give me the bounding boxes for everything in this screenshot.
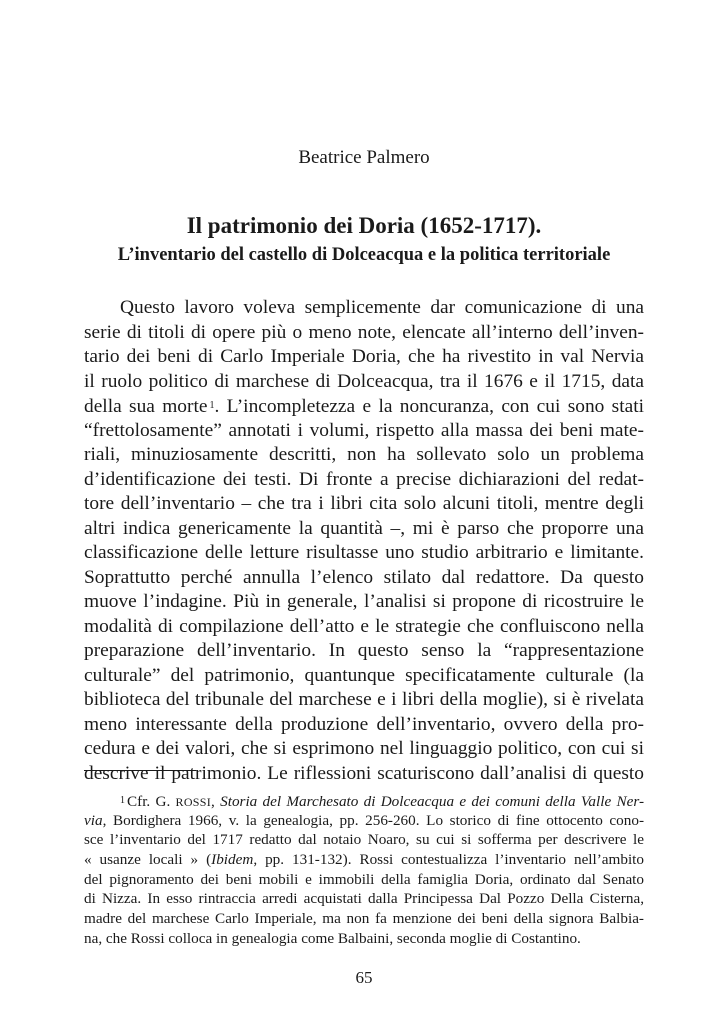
footnote-line: sce l’inventario del 1717 redatto dal notaio Noaro, su cui si sofferma per descrivere le bbox=[84, 831, 644, 849]
body-line: muove l’indagine. Più in generale, l’analisi si propone di ricostruire le bbox=[84, 591, 644, 612]
article-subtitle: L’inventario del castello di Dolceacqua e la politica territoriale bbox=[117, 245, 611, 265]
body-line-with-footnote-ref: della sua morte $^1$. L’incompletezza e la noncuranza, con cui sono stati bbox=[84, 396, 644, 417]
footnote-text: « usanze locali » ( bbox=[84, 851, 212, 869]
footnote bbox=[84, 791, 644, 949]
footnote-reference[interactable]: 1 bbox=[209, 400, 215, 411]
footnote-line: del pignoramento dei beni mobili e immobili della famiglia Doria, ordinato dal Senato bbox=[84, 870, 644, 888]
document-page bbox=[84, 0, 644, 1024]
footnote-ibidem: Ibidem bbox=[211, 851, 254, 869]
author-name: Beatrice Palmero bbox=[298, 147, 430, 168]
footnote-text: , Bordighera 1966, v. la genealogia, pp. 256-260. Lo storico di fine ottocento cono- bbox=[102, 811, 644, 829]
body-line: d’identificazione dei testi. Di fronte a precise dichiarazioni del redat- bbox=[84, 468, 644, 490]
body-line: culturale” del patrimonio, quantunque specificatamente culturale (la bbox=[84, 664, 644, 686]
body-line: tore dell’inventario – che tra i libri cita solo alcuni titoli, mentre degli bbox=[84, 493, 644, 514]
body-line: descrive il patrimonio. Le riflessioni scaturiscono dall’analisi di questo bbox=[84, 762, 644, 784]
article-title: Il patrimonio dei Doria (1652-1717). bbox=[186, 213, 542, 238]
footnote-text: , pp. 131-132). Rossi contestualizza l’inventario nell’ambito bbox=[253, 851, 644, 869]
footnote-author: ROSSI bbox=[175, 795, 212, 809]
footnote-separator bbox=[84, 770, 196, 771]
footnote-line: madre del marchese Carlo Imperiale, ma non fa menzione dei beni della signora Balbia- bbox=[84, 910, 644, 928]
body-line: “frettolosamente” annotati i volumi, rispetto alla massa dei beni mate- bbox=[84, 419, 644, 441]
body-line: tario dei beni di Carlo Imperiale Doria, che ha rivestito in val Nervia bbox=[84, 346, 644, 367]
body-paragraph bbox=[84, 296, 644, 786]
body-line: modalità di compilazione dell’atto e le strategie che confluiscono nella bbox=[84, 615, 644, 637]
footnote-number: 1 bbox=[120, 795, 125, 806]
body-line: preparazione dell’inventario. In questo senso la “rappresentazione bbox=[84, 640, 644, 661]
page-number: 65 bbox=[355, 968, 373, 987]
body-line: meno interessante della produzione dell’inventario, ovvero della pro- bbox=[84, 713, 644, 735]
body-line: classificazione delle letture risultasse uno studio arbitrario e limitante. bbox=[84, 542, 644, 563]
body-line: Soprattutto perché annulla l’elenco stilato dal redattore. Da questo bbox=[84, 566, 644, 588]
footnote-work-title: Storia del Marchesato di Dolceacqua e dei comuni della Valle Ner- bbox=[220, 793, 645, 810]
body-line: altri indica genericamente la quantità –, mi è parso che proporre una bbox=[84, 517, 644, 539]
body-line: biblioteca del tribunale del marchese e i libri della moglie), si è rivelata bbox=[84, 689, 644, 710]
footnote-line: 1 Cfr. G. ROSSI, Storia del Marchesato di Dolceacqua e dei comuni della Valle Ner- bbox=[120, 793, 645, 810]
body-line: cedura e dei valori, che si esprimono nel linguaggio politico, con cui si bbox=[84, 738, 644, 759]
body-line: il ruolo politico di marchese di Dolceacqua, tra il 1676 e il 1715, data bbox=[84, 370, 644, 392]
body-line: serie di titoli di opere più o meno note, elencate all’interno dell’inven- bbox=[84, 321, 644, 343]
footnote-line: na, che Rossi colloca in genealogia come Balbaini, seconda moglie di Costantino. bbox=[84, 929, 581, 947]
body-line: riali, minuziosamente descritti, non ha sollevato solo un problema bbox=[84, 444, 644, 465]
body-line-part: della sua morte bbox=[84, 396, 208, 417]
body-line: Questo lavoro voleva semplicemente dar comunicazione di una bbox=[120, 297, 644, 318]
body-line-part: L’incompletezza e la noncuranza, con cui sono stati bbox=[226, 396, 644, 417]
footnote-line bbox=[84, 850, 644, 870]
footnote-line: di Nizza. In esso rintraccia arredi acquistati dalla Principessa Dal Pozzo Della Cisterna, bbox=[84, 890, 644, 908]
footnote-work-title: via bbox=[84, 811, 103, 829]
footnote-line bbox=[84, 811, 644, 831]
footnote-text: Cfr. G. bbox=[127, 793, 171, 810]
